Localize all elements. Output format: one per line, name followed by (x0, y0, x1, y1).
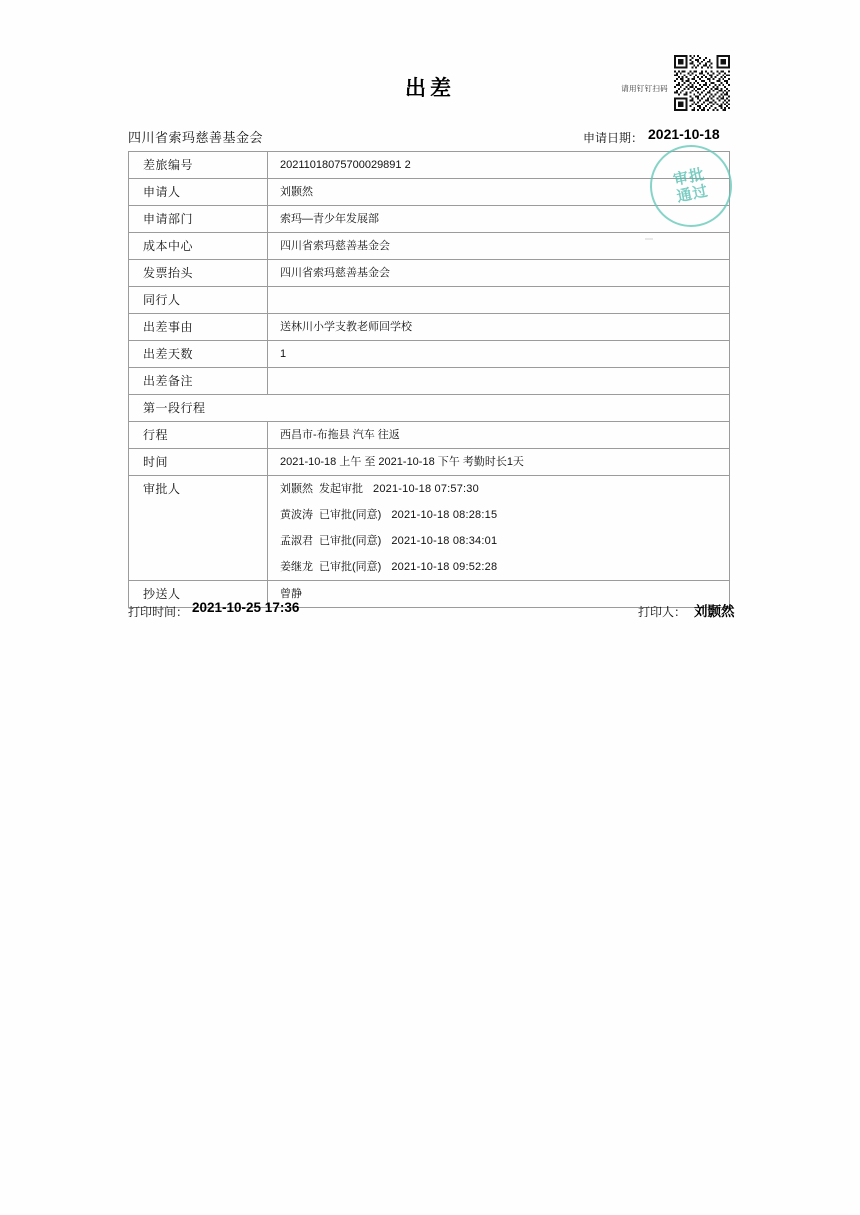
table-row (129, 422, 730, 449)
field-label-remark: 出差备注 (129, 368, 268, 395)
approver-label-spacer (129, 502, 268, 528)
field-value-time: 2021-10-18 上午 至 2021-10-18 下午 考勤时长1天 (268, 449, 730, 476)
qr-code-icon (674, 55, 730, 111)
approver-time: 2021-10-18 09:52:28 (391, 560, 498, 573)
approver-entry (268, 554, 730, 581)
field-label-reason: 出差事由 (129, 314, 268, 341)
approver-label-spacer (129, 554, 268, 581)
field-value-department: 索玛—青少年发展部 (268, 206, 730, 233)
field-label-cc: 抄送人 (129, 581, 268, 608)
approver-action: 发起审批 (319, 482, 363, 495)
table-row-approver (129, 528, 730, 554)
field-value-applicant: 刘颢然 (268, 179, 730, 206)
field-value-reason: 送林川小学支教老师回学校 (268, 314, 730, 341)
approver-entry (268, 502, 730, 528)
apply-date-label: 申请日期： (583, 131, 644, 145)
field-value-invoice-title: 四川省索玛慈善基金会 (268, 260, 730, 287)
table-row (129, 341, 730, 368)
field-label-time: 时间 (129, 449, 268, 476)
approver-time: 2021-10-18 08:28:15 (391, 508, 498, 521)
scan-artifact (645, 238, 653, 240)
print-time-label: 打印时间： (128, 605, 189, 619)
qr-hint-text: 请用钉钉扫码 (621, 84, 668, 93)
field-value-travel-no: 20211018075700029891 2 (268, 152, 730, 179)
approval-stamp-line1: 审批 (671, 165, 707, 190)
field-label-itinerary: 行程 (129, 422, 268, 449)
apply-date-value: 2021-10-18 (648, 126, 720, 142)
table-section-row (129, 395, 730, 422)
approver-name: 姜继龙 (280, 560, 313, 573)
field-label-invoice-title: 发票抬头 (129, 260, 268, 287)
table-row (129, 314, 730, 341)
field-label-travel-no: 差旅编号 (129, 152, 268, 179)
print-time-value: 2021-10-25 17:36 (192, 600, 300, 615)
approver-entry (268, 528, 730, 554)
field-value-days: 1 (268, 341, 730, 368)
approver-label-spacer (129, 528, 268, 554)
field-label-companions: 同行人 (129, 287, 268, 314)
field-label-applicant: 申请人 (129, 179, 268, 206)
approver-action: 已审批(同意) (319, 534, 382, 547)
table-row (129, 233, 730, 260)
section-title-first-leg: 第一段行程 (129, 395, 730, 422)
table-row (129, 179, 730, 206)
field-value-itinerary: 西昌市-布拖县 汽车 往返 (268, 422, 730, 449)
approver-name: 刘颢然 (280, 482, 313, 495)
table-row (129, 206, 730, 233)
table-row-approver (129, 554, 730, 581)
print-user-label: 打印人： (638, 605, 687, 619)
field-label-approvers: 审批人 (129, 476, 268, 503)
organization-name: 四川省索玛慈善基金会 (128, 130, 264, 145)
field-value-remark (268, 368, 730, 395)
approver-name: 孟淑君 (280, 534, 313, 547)
approver-time: 2021-10-18 07:57:30 (373, 482, 479, 495)
approver-action: 已审批(同意) (319, 508, 382, 521)
table-row (129, 368, 730, 395)
table-row (129, 260, 730, 287)
field-value-cost-center: 四川省索玛慈善基金会 (268, 233, 730, 260)
field-label-department: 申请部门 (129, 206, 268, 233)
approver-name: 黄波涛 (280, 508, 313, 521)
table-row (129, 449, 730, 476)
table-row-approver (129, 502, 730, 528)
approver-action: 已审批(同意) (319, 560, 382, 573)
field-value-companions (268, 287, 730, 314)
page-title: 出差 (405, 77, 455, 100)
field-label-days: 出差天数 (129, 341, 268, 368)
approval-stamp-text (649, 161, 732, 211)
approval-stamp-line2: 通过 (675, 182, 711, 206)
field-label-cost-center: 成本中心 (129, 233, 268, 260)
print-user-value: 刘颢然 (694, 604, 735, 619)
approver-time: 2021-10-18 08:34:01 (391, 534, 498, 547)
table-row (129, 287, 730, 314)
table-row-approver (129, 476, 730, 503)
qr-code-block (598, 55, 758, 111)
approver-entry (268, 476, 730, 503)
table-row (129, 152, 730, 179)
travel-request-table (128, 151, 730, 608)
field-value-cc: 曾静 (268, 581, 730, 608)
